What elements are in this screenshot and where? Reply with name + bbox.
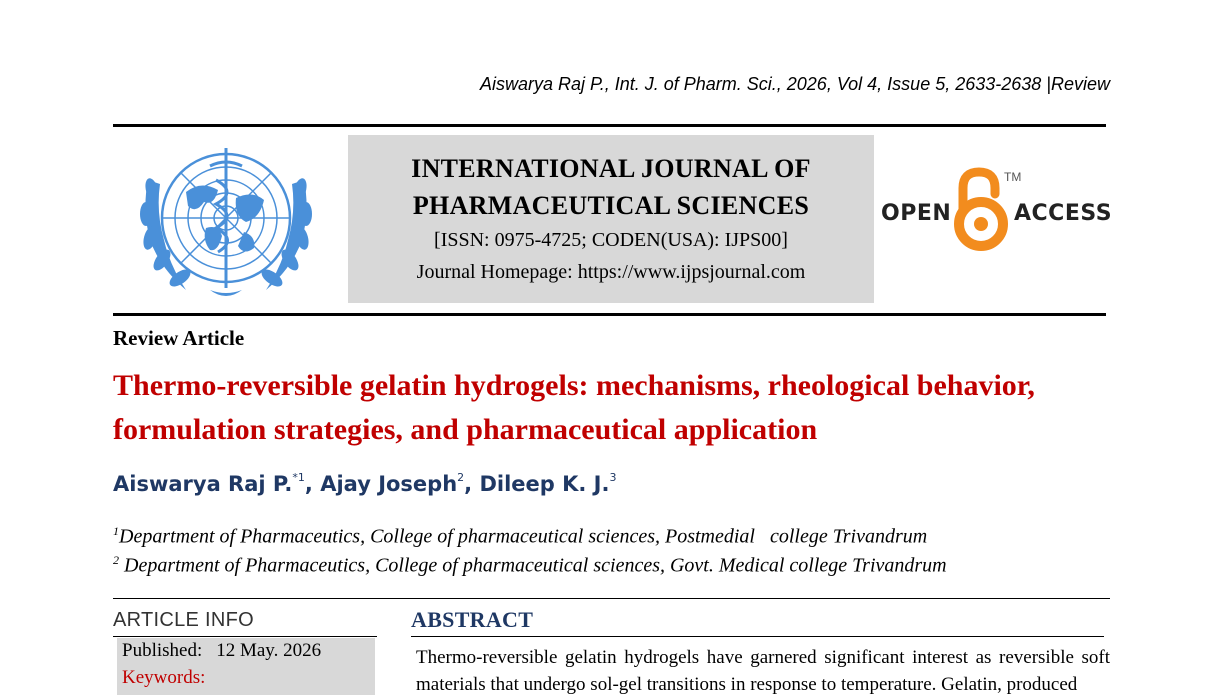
journal-title-line1: INTERNATIONAL JOURNAL OF — [411, 154, 811, 183]
affiliation-marker: 2 — [113, 553, 119, 567]
author-name: Aiswarya Raj P. — [113, 472, 293, 496]
author-name: Ajay Joseph — [320, 472, 458, 496]
author-separator: , — [464, 472, 480, 496]
article-info-heading: ARTICLE INFO — [113, 609, 255, 631]
article-title-line1: Thermo-reversible gelatin hydrogels: mechanisms, rheological behavior, — [113, 369, 1035, 402]
published-label: Published: — [122, 640, 203, 661]
abstract-text: Thermo-reversible gelatin hydrogels have garnered significant interest as reversible soft materials that undergo sol-gel transitions in response to temperature. Gelatin, produced — [416, 647, 1110, 695]
section-divider — [113, 598, 1110, 599]
open-access-trademark: TM — [1004, 170, 1022, 184]
author-affiliation-marker: 2 — [457, 471, 465, 484]
author-affiliation-marker: *1 — [292, 471, 305, 484]
header-bottom-rule — [113, 313, 1106, 316]
author-separator: , — [304, 472, 321, 496]
author-affiliation-marker: 3 — [609, 471, 617, 484]
running-header-citation: Aiswarya Raj P., Int. J. of Pharm. Sci., 2026, Vol 4, Issue 5, 2633-2638 |Review — [480, 74, 1110, 94]
published-date: 12 May. 2026 — [216, 640, 322, 661]
affiliation-text: Department of Pharmaceutics, College of pharmaceutical sciences, Govt. Medical college Trivandrum — [119, 554, 947, 577]
article-title — [113, 364, 1113, 452]
published-row — [122, 640, 321, 662]
article-type: Review Article — [113, 326, 245, 350]
abstract-heading: ABSTRACT — [411, 607, 534, 632]
affiliation-text: Department of Pharmaceutics, College of pharmaceutical sciences, Postmedial college Trivandrum — [119, 525, 928, 548]
header-top-rule — [113, 124, 1106, 127]
abstract-rule — [411, 636, 1104, 637]
affiliation-2 — [113, 553, 947, 578]
journal-title-line2: PHARMACEUTICAL SCIENCES — [412, 191, 810, 220]
affiliation-marker: 1 — [113, 524, 119, 538]
open-access-word-open: OPEN — [881, 201, 952, 226]
author-name: Dileep K. J. — [479, 472, 610, 496]
keywords-label: Keywords: — [122, 667, 206, 688]
journal-info-box — [348, 135, 874, 303]
affiliation-1 — [113, 524, 927, 549]
open-access-word-access: ACCESS — [1014, 201, 1113, 226]
journal-emblem-logo — [126, 140, 326, 306]
open-access-lock-icon — [951, 166, 1011, 252]
journal-issn: [ISSN: 0975-4725; CODEN(USA): IJPS00] — [434, 229, 788, 251]
article-title-line2: formulation strategies, and pharmaceutical application — [113, 413, 818, 446]
author-list — [113, 472, 616, 496]
article-info-rule — [113, 636, 377, 637]
journal-homepage: Journal Homepage: https://www.ijpsjournal.com — [416, 261, 806, 283]
